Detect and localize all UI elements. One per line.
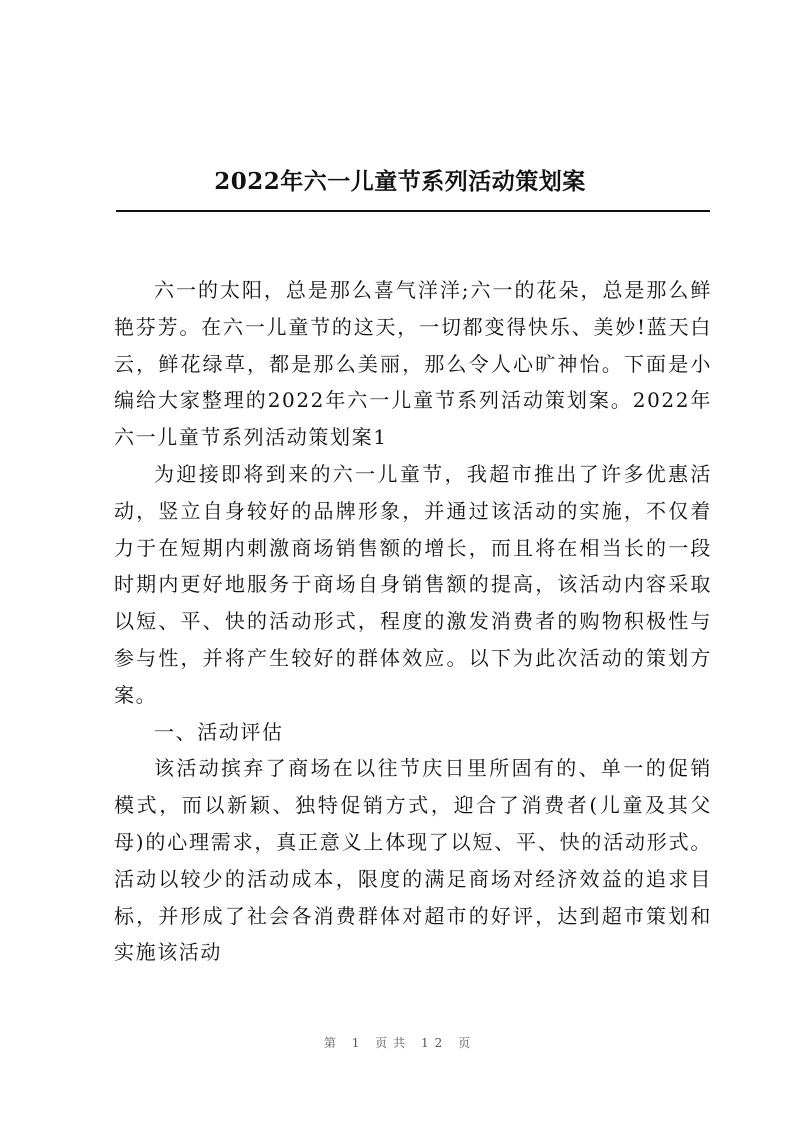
paragraph-background: 为迎接即将到来的六一儿童节，我超市推出了许多优惠活动，竖立自身较好的品牌形象，并通过该活动的实施，不仅着力于在短期内刺激商场销售额的增长，而且将在相当长的一段时期内更好地服务于商场自身销售额的提高，该活动内容采取以短、平、快的活动形式，程度的激发消费者的购物积极性与参与性，并将产生较好的群体效应。以下为此次活动的策划方案。: [114, 461, 712, 707]
title-underline: [116, 210, 710, 212]
paragraph-intro: 六一的太阳，总是那么喜气洋洋;六一的花朵，总是那么鲜艳芬芳。在六一儿童节的这天，一切都变得快乐、美妙!蓝天白云，鲜花绿草，都是那么美丽，那么令人心旷神怡。下面是小编给大家整理的2022年六一儿童节系列活动策划案。2022年六一儿童节系列活动策划案1: [114, 278, 712, 450]
paragraph-evaluation: 该活动摈弃了商场在以往节庆日里所固有的、单一的促销模式，而以新颖、独特促销方式，迎合了消费者(儿童及其父母)的心理需求，真正意义上体现了以短、平、快的活动形式。活动以较少的活动成本，限度的满足商场对经济效益的追求目标，并形成了社会各消费群体对超市的好评，达到超市策划和实施该活动: [114, 756, 712, 965]
page-number: 第 1 页共 12 页: [323, 1036, 477, 1050]
section-heading-activity-evaluation: 一、活动评估: [154, 719, 284, 744]
document-title: 2022年六一儿童节系列活动策划案: [214, 168, 586, 195]
document-body: [114, 272, 712, 971]
